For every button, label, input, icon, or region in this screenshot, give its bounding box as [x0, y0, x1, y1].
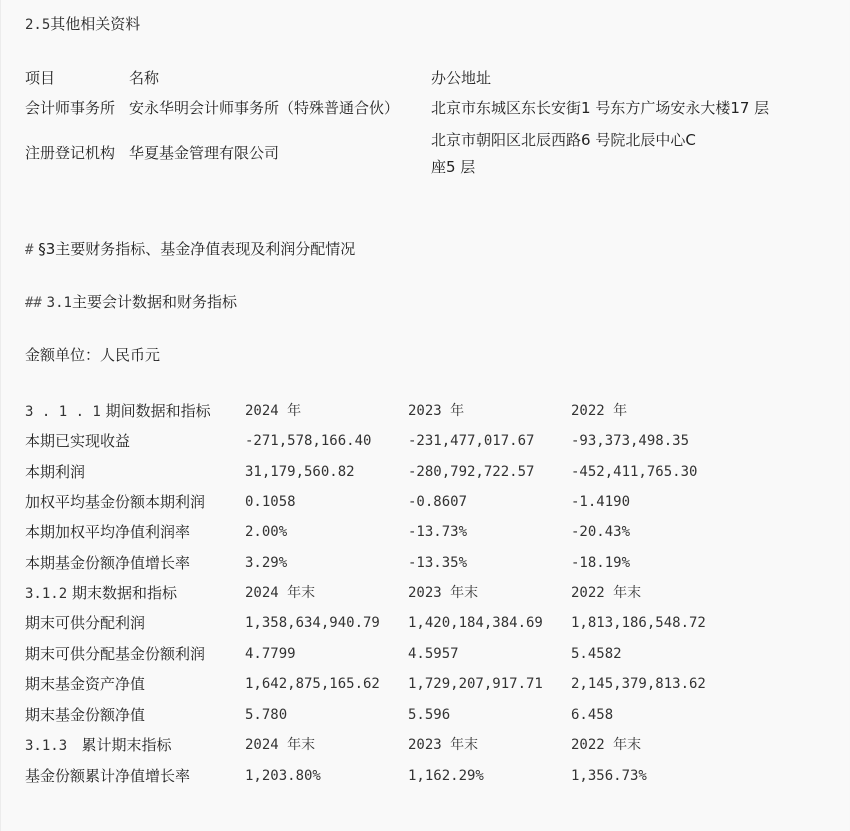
row-label: 期末基金资产净值: [25, 675, 146, 693]
table-row: [25, 521, 825, 543]
cell-value: -18.19%: [571, 555, 631, 571]
section-title: 主要财务指标、基金净值表现及利润分配情况: [55, 240, 356, 258]
row-label: 期末可供分配利润: [25, 614, 146, 632]
col-year: 2023 年末: [408, 585, 479, 601]
group-label: 期间数据和指标: [105, 402, 211, 420]
cell-value: -0.8607: [408, 494, 468, 510]
section-3-heading: [25, 239, 355, 260]
row-item: 会计师事务所: [25, 99, 116, 117]
col-year: 2024 年末: [245, 737, 316, 753]
header-name: 名称: [129, 69, 160, 87]
group-label: 累计期末指标: [81, 736, 172, 754]
table-row: [25, 461, 825, 483]
table-row: [25, 765, 825, 787]
section-3-1-heading: [25, 292, 237, 313]
row-label: 期末基金份额净值: [25, 706, 146, 724]
cell-value: 31,179,560.82: [245, 464, 355, 480]
row-label: 基金份额累计净值增长率: [25, 767, 191, 785]
table-row: [25, 612, 825, 634]
cell-value: 2,145,379,813.62: [571, 676, 706, 692]
section-number: 2.5: [25, 17, 51, 33]
row-label: 期末可供分配基金份额利润: [25, 645, 206, 663]
row-label: 本期利润: [25, 463, 86, 481]
cell-value: 0.1058: [245, 494, 296, 510]
section-number: 3.1: [46, 295, 72, 311]
markdown-hash: ##: [25, 295, 42, 311]
table-row: [25, 643, 825, 665]
row-label: 本期已实现收益: [25, 432, 131, 450]
cell-value: -20.43%: [571, 524, 631, 540]
cell-value: -271,578,166.40: [245, 433, 372, 449]
cell-value: 1,420,184,384.69: [408, 615, 543, 631]
cell-value: 5.596: [408, 707, 451, 723]
markdown-hash: #: [25, 242, 34, 258]
cell-value: 5.4582: [571, 646, 622, 662]
cell-value: -13.35%: [408, 555, 468, 571]
section-title: 其他相关资料: [50, 15, 141, 33]
cell-value: 1,813,186,548.72: [571, 615, 706, 631]
table-row: [25, 704, 825, 726]
table-row: [25, 552, 825, 574]
col-year: 2024 年: [245, 403, 302, 419]
group-number: 3.1.2: [25, 586, 68, 602]
section-2-5-heading: [25, 14, 140, 35]
row-name: 安永华明会计师事务所（特殊普通合伙）: [129, 99, 400, 117]
cell-value: -93,373,498.35: [571, 433, 690, 449]
cell-value: -231,477,017.67: [408, 433, 535, 449]
cell-value: 1,358,634,940.79: [245, 615, 380, 631]
cell-value: -1.4190: [571, 494, 631, 510]
cell-value: 5.780: [245, 707, 288, 723]
section-number: §3: [38, 240, 56, 258]
table-row: [25, 430, 825, 452]
cell-value: -452,411,765.30: [571, 464, 698, 480]
cell-value: 1,729,207,917.71: [408, 676, 543, 692]
row-address-line1: 北京市朝阳区北辰西路6 号院北辰中心C: [431, 131, 696, 149]
row-address: 北京市东城区东长安街1 号东方广场安永大楼17 层: [431, 99, 770, 117]
cell-value: 6.458: [571, 707, 614, 723]
cell-value: 4.7799: [245, 646, 296, 662]
group-header-row: [25, 400, 825, 422]
cell-value: 1,356.73%: [571, 768, 647, 784]
col-year: 2023 年: [408, 403, 465, 419]
table-row: [25, 491, 825, 513]
row-label: 加权平均基金份额本期利润: [25, 493, 206, 511]
section-title: 主要会计数据和财务指标: [71, 293, 237, 311]
cell-value: -13.73%: [408, 524, 468, 540]
group-header-row: [25, 582, 825, 604]
cell-value: 2.00%: [245, 524, 288, 540]
row-address-line2: 座5 层: [431, 158, 476, 176]
header-address: 办公地址: [431, 69, 492, 87]
group-header-row: [25, 734, 825, 756]
cell-value: 4.5957: [408, 646, 459, 662]
currency-unit-note: 金额单位：人民币元: [25, 346, 161, 364]
cell-value: 3.29%: [245, 555, 288, 571]
row-label: 本期基金份额净值增长率: [25, 554, 191, 572]
col-year: 2022 年末: [571, 585, 642, 601]
cell-value: -280,792,722.57: [408, 464, 535, 480]
cell-value: 1,203.80%: [245, 768, 321, 784]
row-name: 华夏基金管理有限公司: [129, 144, 280, 162]
group-number: 3 . 1 . 1: [25, 404, 101, 420]
header-item: 项目: [25, 69, 56, 87]
cell-value: 1,162.29%: [408, 768, 484, 784]
col-year: 2022 年: [571, 403, 628, 419]
cell-value: 1,642,875,165.62: [245, 676, 380, 692]
row-item: 注册登记机构: [25, 144, 116, 162]
col-year: 2024 年末: [245, 585, 316, 601]
col-year: 2023 年末: [408, 737, 479, 753]
table-row: [25, 673, 825, 695]
row-label: 本期加权平均净值利润率: [25, 523, 191, 541]
col-year: 2022 年末: [571, 737, 642, 753]
group-number: 3.1.3: [25, 738, 68, 754]
group-label: 期末数据和指标: [71, 584, 177, 602]
